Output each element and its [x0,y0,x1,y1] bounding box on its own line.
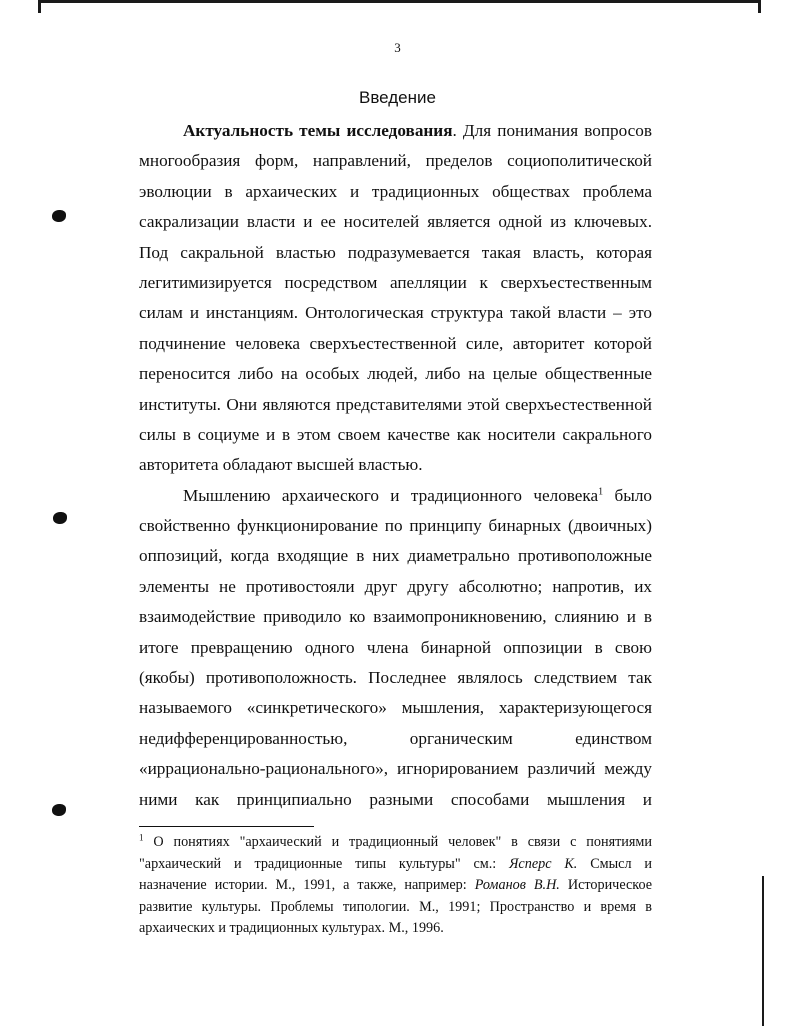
paragraph-1-line: легитимизируется посредством апелляции к сверхъестественным [139,272,652,292]
paragraph-1-line: Под сакральной властью подразумевается такая власть, которая [139,242,652,262]
paragraph-2-line: ними как принципиально разными способами мышления и [139,789,652,809]
scan-border-right-lower [762,876,764,1026]
paragraph-2-line: оппозиций, когда входящие в них диаметрально противоположные [139,546,652,566]
paragraph-2-line: «иррационально-рационального», игнорированием различий между [139,759,652,779]
paragraph-1-line: силы в социуме и в этом своем качестве как носители сакрального [139,424,652,444]
cited-author: Романов В.Н. [474,877,560,893]
paragraph-2-line: недифференцированностью, органическим единством [139,728,652,748]
paragraph-1-line: эволюции в архаических и традиционных обществах проблема [139,181,652,201]
paragraph-1-line: многообразия форм, направлений, пределов социополитической [139,151,652,171]
binding-hole-mark [53,512,67,524]
footnote [139,832,652,940]
scan-border-top [38,0,758,3]
paragraph-1-line: переносится либо на особых людей, либо на целые общественные [139,364,652,384]
paragraph-2-line: (якобы) противоположность. Последнее являлось следствием так [139,668,652,688]
paragraph-2-line: Мышлению архаического и традиционного человека$^1$ было [183,485,652,505]
paragraph-2-line: взаимодействие приводило ко взаимопроникновению, слиянию и в [139,607,652,627]
scan-border-right [758,0,761,13]
binding-hole-mark [52,804,66,816]
paragraph-1-line: Актуальность темы исследования. Для понимания вопросов [183,121,652,140]
cited-author: Ясперс К. [509,855,578,872]
body-text [139,116,652,815]
footnote-line: назначение истории. М., 1991, а также, например: Романов В.Н. Историческое [139,877,652,893]
footnote-reference[interactable]: 1 [598,485,604,497]
paragraph-1-line: силам и инстанциям. Онтологическая структура такой власти – это [139,303,652,323]
paragraph-2-line: свойственно функционирование по принципу бинарных (двоичных) [139,516,652,536]
footnote-line: развитие культуры. Проблемы типологии. М., 1991; Пространство и время в [139,898,652,915]
binding-hole-mark [52,210,66,222]
paragraph-1-line: авторитета обладают высшей властью. [139,455,423,475]
paragraph-1-lead: Актуальность темы исследования [183,121,453,140]
paragraph-1-line: институты. Они являются представителями этой сверхъестественной [139,394,652,414]
footnote-line: $^1$ О понятиях "архаический и традиционный человек" в связи с понятиями [139,832,652,850]
paragraph-2-line: называемого «синкретического» мышления, характеризующегося [139,698,652,718]
paragraph-1-line: подчинение человека сверхъестественной силе, авторитет которой [139,333,652,353]
footnote-marker: 1 [139,832,144,843]
footnote-separator [139,826,314,827]
paragraph-2-line: элементы не противостояли друг другу абсолютно; напротив, их [139,576,652,596]
paragraph-1-line: сакрализации власти и ее носителей является одной из ключевых. [139,212,652,232]
footnote-line: архаических и традиционных культурах. М., 1996. [139,920,444,936]
page-number: 3 [394,40,401,55]
section-heading: Введение [359,88,436,107]
footnote-line: "архаический и традиционные типы культуры" см.: Ясперс К. Смысл и [139,855,652,872]
paragraph-2-line: итоге превращению одного члена бинарной оппозиции в свою [139,637,652,657]
scan-border-left [38,0,41,13]
